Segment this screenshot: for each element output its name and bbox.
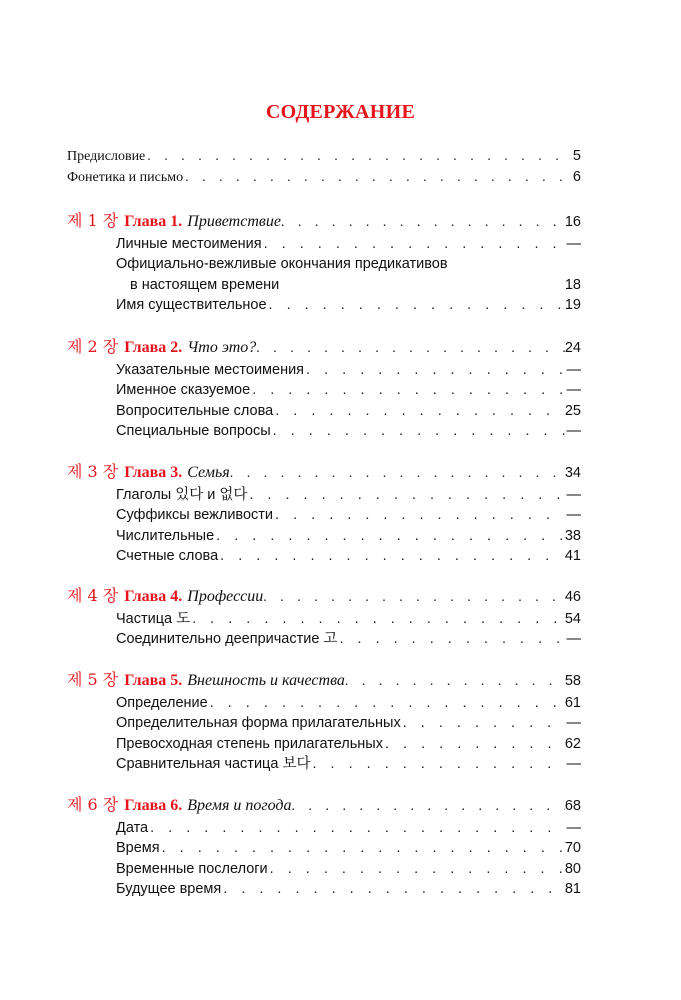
entry-page: — [566,422,581,439]
chapter-page: 46 [564,589,581,605]
entry-page: 61 [564,695,581,711]
dot-leader [192,609,563,629]
entry-page: 54 [564,611,581,627]
dot-leader [339,629,564,649]
chapter-korean-number: 제 5 장 [67,670,119,689]
chapter-3 [67,459,581,566]
chapter-5 [67,667,581,774]
chapter-subentries [116,360,581,441]
dot-leader [385,734,563,754]
chapter-korean-number: 제 4 장 [67,586,119,605]
chapter-title: Приветствие [187,213,281,230]
dot-leader [150,818,564,838]
entry-label: Указательные местоимения [116,362,305,378]
toc-subentry[interactable] [116,360,581,380]
entry-label: Дата [116,820,149,836]
toc-subentry[interactable] [116,421,581,441]
page-title: СОДЕРЖАНИЕ [265,101,416,123]
entry-label: Сравнительная частица 보다 [116,755,311,772]
toc-subentry[interactable] [116,380,581,400]
entry-page: 19 [564,296,581,313]
toc-subentry[interactable] [116,505,581,525]
dot-leader [273,421,565,441]
entry-label: Определение [116,695,208,711]
chapter-6 [67,792,581,899]
entry-label: Именное сказуемое [116,382,251,399]
chapter-title: Семья [187,464,230,481]
dot-leader [263,585,565,609]
toc-subentry[interactable] [116,234,581,254]
chapter-page: 16 [564,214,581,230]
entry-page: — [566,362,581,378]
dot-leader [223,879,563,899]
entry-label: Имя существительное [116,296,267,313]
entry-label: Вопросительные слова [116,402,274,419]
dot-leader [210,693,563,713]
dot-leader [185,167,571,188]
dot-leader [270,859,563,879]
entry-label: Личные местоимения [116,236,262,252]
chapter-page: 34 [564,465,581,481]
toc-subentry[interactable] [116,859,581,879]
chapter-page: 68 [564,798,581,814]
entry-page: 25 [564,402,581,419]
chapter-title: Профессии [187,588,264,605]
chapter-number: Глава 5. [124,672,183,689]
entry-label: Счетные слова [116,547,219,564]
entry-label: Частица 도 [116,611,191,627]
toc-subentry[interactable] [116,609,581,629]
chapter-title: Внешность и качества [187,672,345,689]
toc-subentry[interactable] [116,295,581,315]
dot-leader [292,794,565,818]
chapter-number: Глава 4. [124,588,183,605]
entry-page: — [566,631,581,648]
chapter-2 [67,334,581,441]
toc-subentry[interactable] [116,254,581,295]
entry-page: 41 [564,547,581,564]
entry-label: Числительные [116,527,215,544]
entry-page: — [566,715,581,732]
chapter-heading[interactable] [67,583,581,609]
chapter-subentries [116,693,581,774]
dot-leader [269,295,563,315]
entry-page: — [566,487,581,503]
toc-subentry[interactable] [116,838,581,858]
chapter-subentries [116,234,581,315]
toc-subentry[interactable] [116,734,581,754]
entry-label: Специальные вопросы [116,422,271,439]
chapter-korean-number: 제 6 장 [67,795,119,814]
toc-subentry[interactable] [116,485,581,505]
dot-leader [256,336,565,360]
entry-page: — [566,820,581,836]
dot-leader [264,234,565,254]
chapter-korean-number: 제 3 장 [67,462,119,481]
toc-subentry[interactable] [116,818,581,838]
chapter-number: Глава 2. [124,339,183,356]
entry-page: 38 [564,527,581,544]
chapter-1 [67,208,581,315]
dot-leader [306,360,564,380]
intro-entries [67,146,581,188]
entry-page: 18 [564,276,581,293]
chapter-number: Глава 3. [124,464,183,481]
entry-page: 6 [572,169,581,185]
dot-leader [275,505,564,525]
entry-page: — [566,507,581,524]
entry-label: Глаголы 있다 и 없다 [116,487,248,503]
chapter-4 [67,583,581,650]
entry-label: Суффиксы вежливости [116,507,274,524]
entry-page: 80 [564,860,581,877]
toc-subentry[interactable] [116,629,581,649]
entry-label-continued: в настоящем времени [130,276,280,293]
entry-label: Временные послелоги [116,860,268,877]
dot-leader [216,526,563,546]
dot-leader [312,754,564,774]
entry-label: Определительная форма прилагательных [116,715,401,732]
dot-leader [249,485,564,505]
entry-page: 5 [572,148,581,164]
chapter-number: Глава 6. [124,797,183,814]
chapter-heading[interactable] [67,208,581,234]
dot-leader [230,461,565,485]
chapter-heading[interactable] [67,334,581,360]
entry-label: Время [116,840,160,857]
chapter-number: Глава 1. [124,213,183,230]
chapter-heading[interactable] [67,459,581,485]
toc-subentry[interactable] [116,754,581,774]
toc-subentry[interactable] [116,693,581,713]
chapter-subentries [116,609,581,650]
chapter-heading[interactable] [67,792,581,818]
toc-entry-preface[interactable] [67,146,581,167]
dot-leader [252,380,564,400]
entry-page: — [566,236,581,252]
entry-label: Фонетика и письмо [67,170,184,185]
toc-subentry[interactable] [116,546,581,566]
toc-subentry[interactable] [116,713,581,733]
toc-entry-phonetics[interactable] [67,167,581,188]
entry-page: 62 [564,735,581,752]
chapter-title: Время и погода [187,797,292,814]
chapter-title: Что это? [187,339,257,356]
entry-label: Официально-вежливые окончания предикативов [116,256,448,273]
chapter-heading[interactable] [67,667,581,693]
chapter-korean-number: 제 1 장 [67,211,119,230]
toc-subentry[interactable] [116,879,581,899]
entry-page: 70 [564,840,581,857]
chapter-subentries [116,485,581,566]
dot-leader [147,146,571,167]
dot-leader [162,838,563,858]
entry-label: Соединительно деепричастие 고 [116,631,338,648]
toc-subentry[interactable] [116,401,581,421]
entry-page: — [566,755,581,772]
entry-label: Предисловие [67,149,146,164]
toc-subentry[interactable] [116,526,581,546]
chapter-korean-number: 제 2 장 [67,337,119,356]
entry-page: 81 [564,880,581,897]
chapter-page: 24 [564,340,581,356]
entry-page: — [566,382,581,399]
dot-leader [275,401,563,421]
chapter-subentries [116,818,581,899]
dot-leader [403,713,565,733]
dot-leader [281,210,565,234]
entry-label: Будущее время [116,880,222,897]
dot-leader [220,546,563,566]
entry-label: Превосходная степень прилагательных [116,735,383,752]
dot-leader [345,669,565,693]
chapter-page: 58 [564,673,581,689]
